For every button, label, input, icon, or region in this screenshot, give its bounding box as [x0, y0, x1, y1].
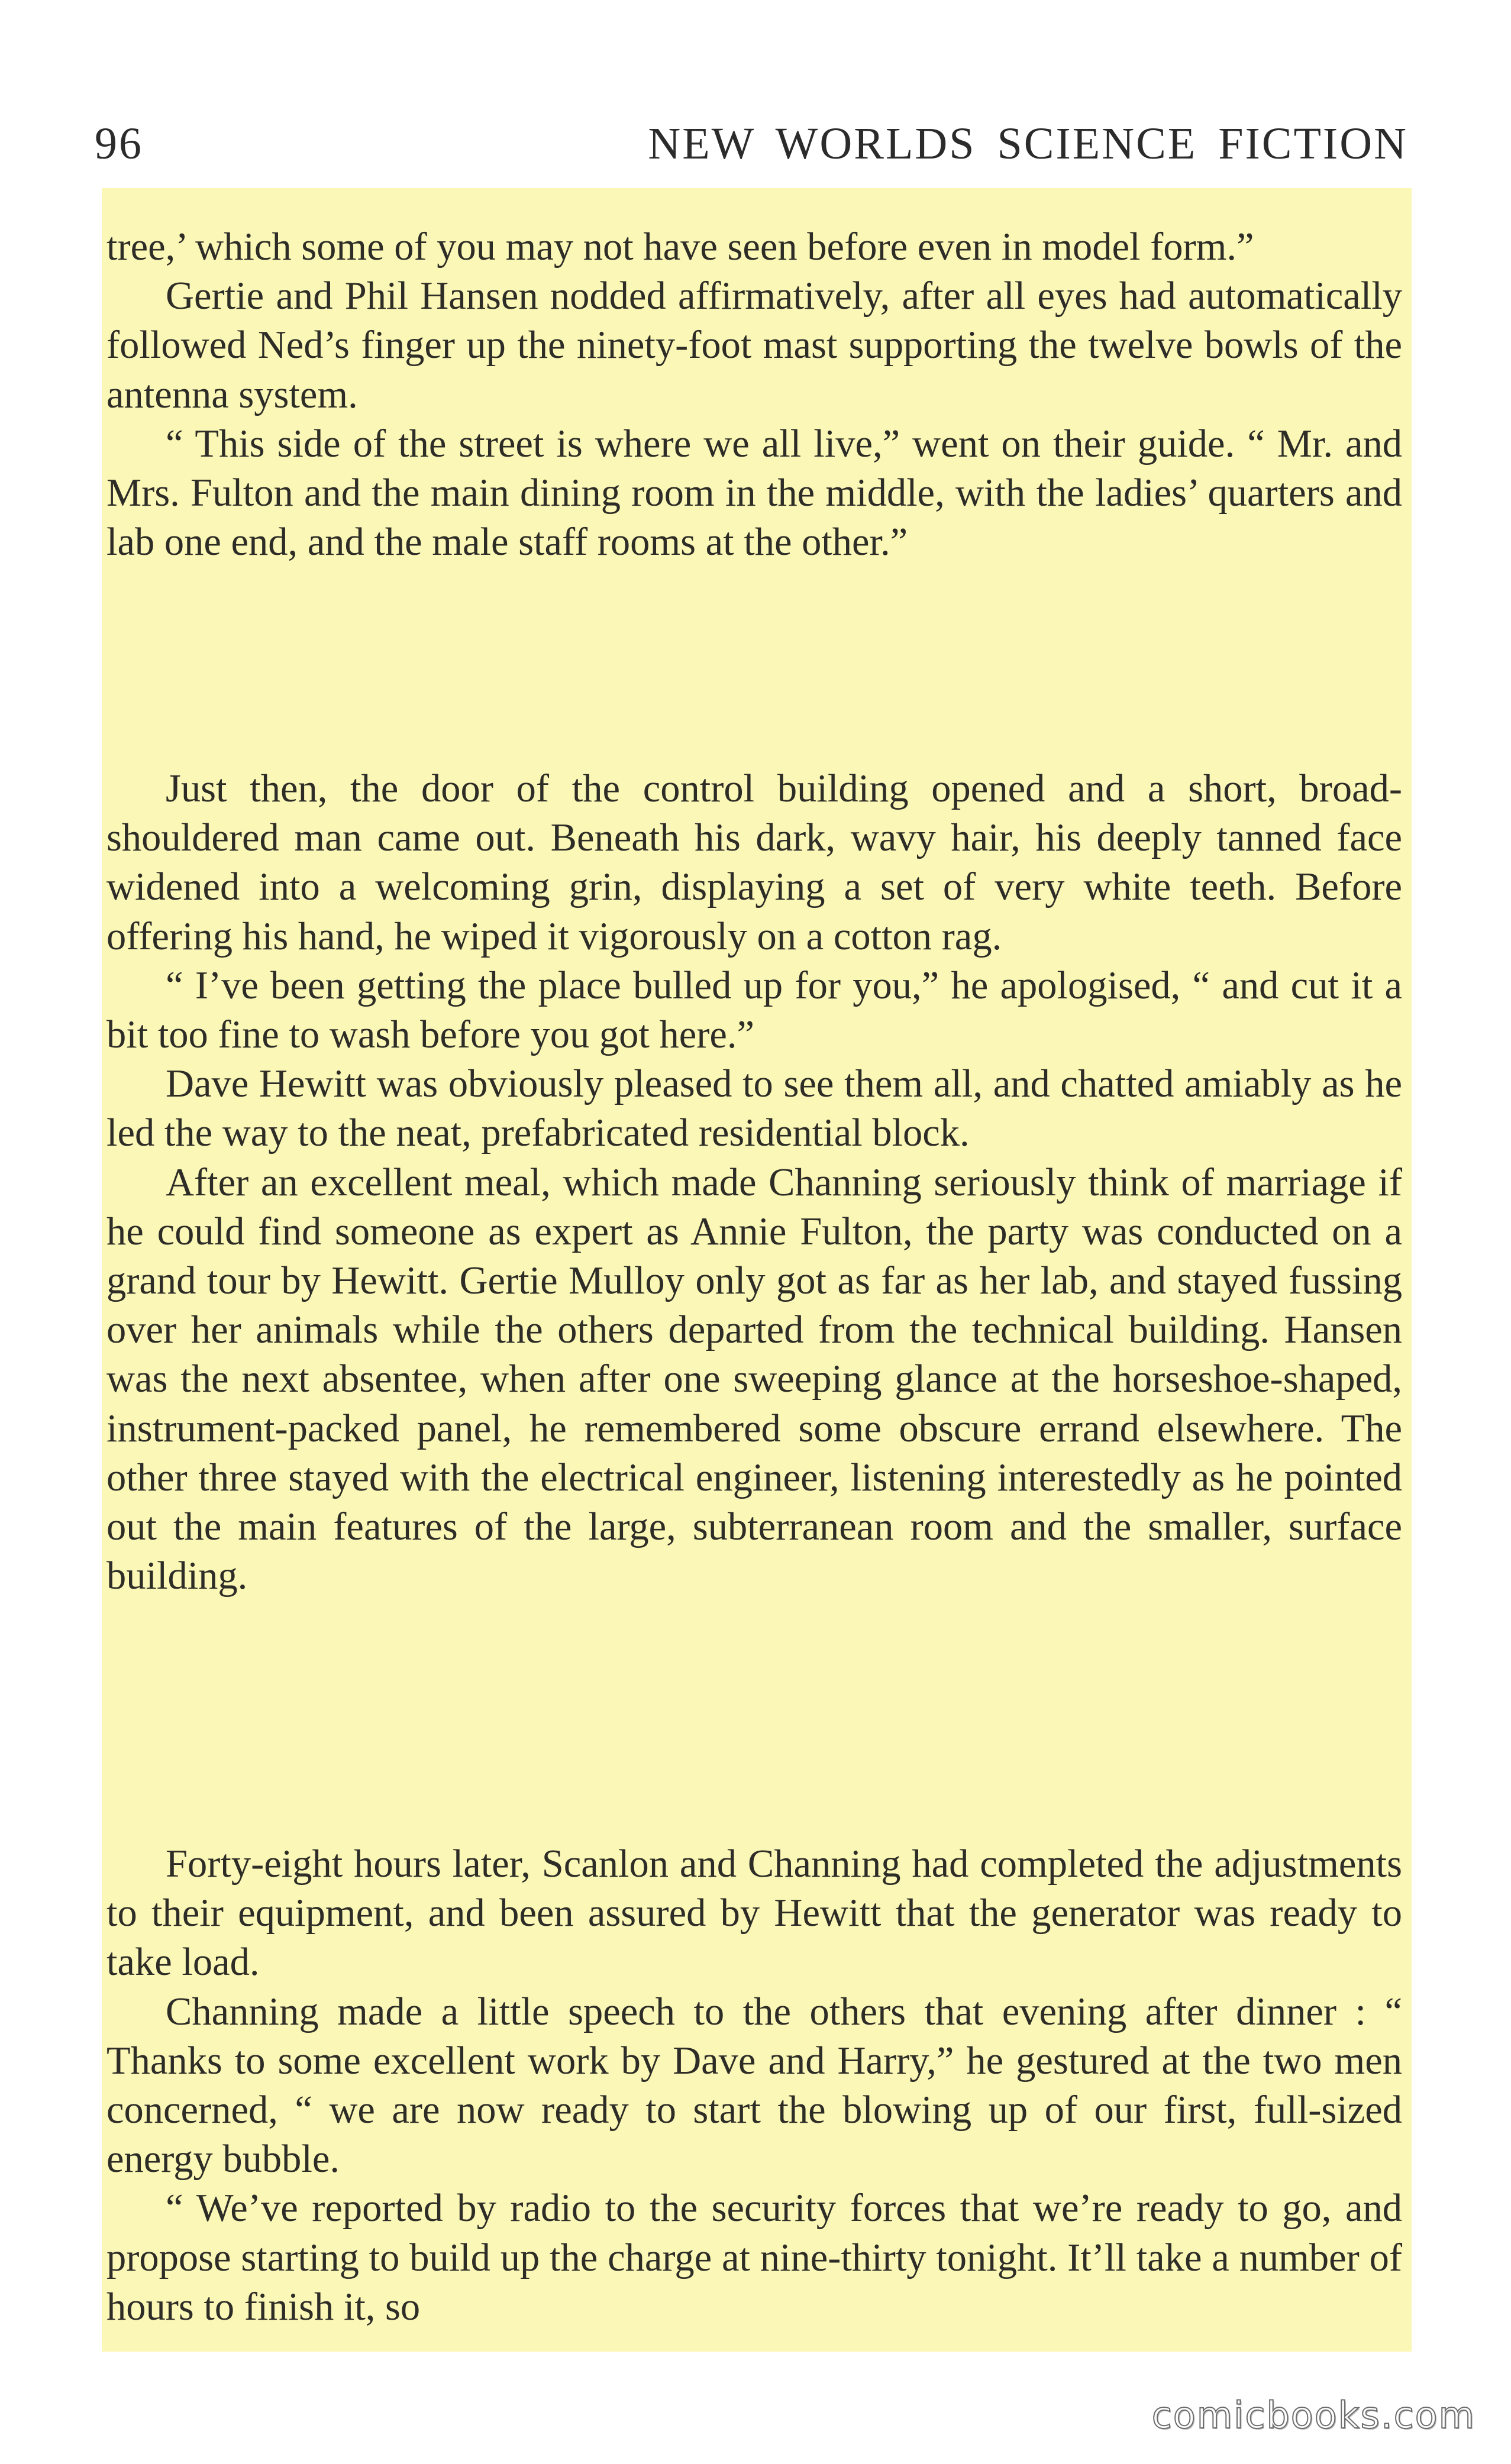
text-section-2 [106, 764, 1402, 1600]
page-number: 96 [95, 119, 143, 169]
paragraph: “ We’ve reported by radio to the security forces that we’re ready to go, and propose starting to build up the charge at nine-thirty tonight. It’ll take a number of hours to finish it, so [106, 2187, 1402, 2329]
paragraph: Just then, the door of the control building opened and a short, broad-shouldered man came out. Beneath his dark, wavy hair, his deeply tanned face widened into a welcoming grin, displaying a set of very white teeth. Before offering his hand, he wiped it vigorously on a cotton rag. [106, 767, 1402, 958]
text-section-3 [106, 1839, 1402, 2332]
paragraph: “ I’ve been getting the place bulled up for you,” he apologised, “ and cut it a bit too fine to wash before you got here.” [106, 963, 1402, 1057]
page-body [102, 188, 1412, 2352]
paragraph: Gertie and Phil Hansen nodded affirmatively, after all eyes had automatically followed Ned’s finger up the ninety-foot mast supporting the twelve bowls of the antenna system. [106, 274, 1402, 416]
paragraph: “ This side of the street is where we all live,” went on their guide. “ Mr. and Mrs. Fulton and the main dining room in the middle, with the ladies’ quarters and lab one end, and the male staff rooms at the other.” [106, 422, 1402, 564]
paragraph: After an excellent meal, which made Channing seriously think of marriage if he could find someone as expert as Annie Fulton, the party was conducted on a grand tour by Hewitt. Gertie Mulloy only got as far as her lab, and stayed fussing over her animals while the others departed from the technical building. Hansen was the next absentee, when after one sweeping glance at the horseshoe-shaped, instrument-packed panel, he remembered some obscure errand elsewhere. The other three stayed with the electrical engineer, listening interestedly as he pointed out the main features of the large, subterranean room and the smaller, surface building. [106, 1160, 1402, 1598]
paragraph: Channing made a little speech to the others that evening after dinner : “ Thanks to some excellent work by Dave and Harry,” he gestured at the two men concerned, “ we are now ready to start the blowing up of our first, full-sized energy bubble. [106, 1990, 1402, 2181]
paragraph: Forty-eight hours later, Scanlon and Channing had completed the adjustments to their equipment, and been assured by Hewitt that the generator was ready to take load. [106, 1842, 1402, 1984]
running-header [95, 118, 1408, 183]
watermark-logo: comicbooks.com [1151, 2394, 1476, 2437]
text-section-1 [106, 222, 1402, 567]
running-title: NEW WORLDS SCIENCE FICTION [648, 119, 1408, 169]
paragraph: tree,’ which some of you may not have seen before even in model form.” [106, 225, 1254, 269]
paragraph: Dave Hewitt was obviously pleased to see them all, and chatted amiably as he led the way to the neat, prefabricated residential block. [106, 1062, 1402, 1155]
